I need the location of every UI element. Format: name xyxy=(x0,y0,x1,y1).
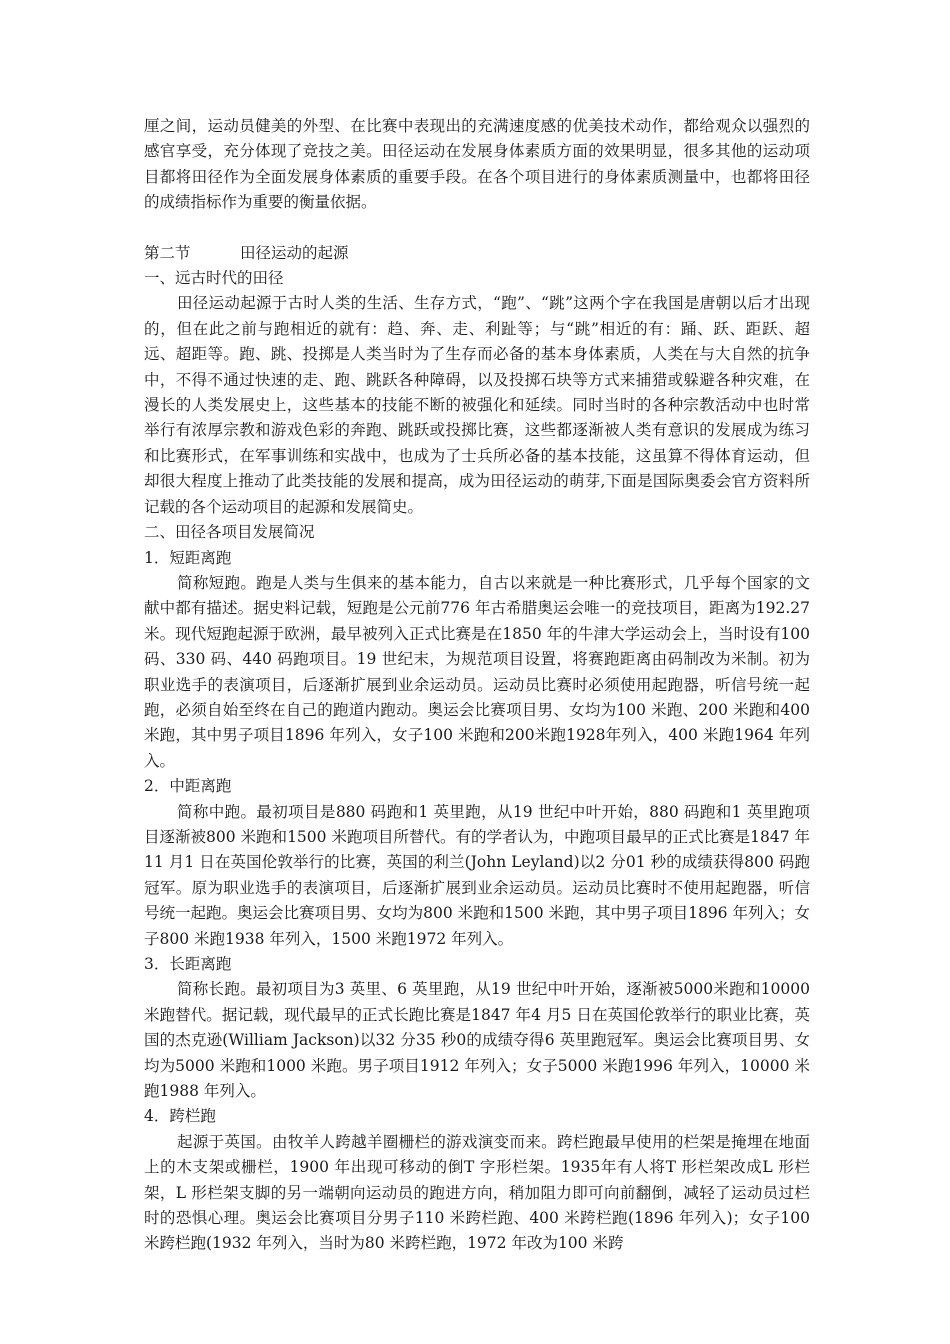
section-name: 田径运动的起源 xyxy=(240,243,349,262)
item-paragraph-sprint: 简称短跑。跑是人类与生俱来的基本能力，自古以来就是一种比赛形式，几乎每个国家的文献中都有描述。据史料记载，短跑是公元前776 年古希腊奥运会唯一的竞技项目，距离为192.27 米。现代短跑起源于欧洲，最早被列入正式比赛是在1850 年的牛津大学运动会上，当时设有100 码、330 码、440 码跑项目。19 世纪末，为规范项目设置，将赛跑距离由码制改为米制。初为职业选手的表演项目，后逐渐扩展到业余运动员。运动员比赛时必须使用起跑器，听信号统一起跑，必须自始至终在自己的跑道内跑动。奥运会比赛项目男、女均为100 米跑、200 米跑和400 米跑，其中男子项目1896 年列入，女子100 米跑和200米跑1928年列入，400 米跑1964 年列入。 xyxy=(144,573,810,770)
item-paragraph-middle-distance: 简称中跑。最初项目是880 码跑和1 英里跑，从19 世纪中叶开始，880 码跑和1 英里跑项目逐渐被800 米跑和1500 米跑项目所替代。有的学者认为，中跑项目最早的正式比赛是1847 年11 月1 日在英国伦敦举行的比赛，英国的利兰(John Leyland)以2 分01 秒的成绩获得800 码跑冠军。原为职业选手的表演项目，后逐渐扩展到业余运动员。运动员比赛时不使用起跑器，听信号统一起跑。奥运会比赛项目男、女均为800 米跑和1500 米跑，其中男子项目1896 年列入；女子800 米跑1938 年列入，1500 米跑1972 年列入。 xyxy=(144,802,810,948)
item-paragraph-long-distance: 简称长跑。最初项目为3 英里、6 英里跑，从19 世纪中叶开始，逐渐被5000米跑和10000 米跑替代。据记载，现代最早的正式长跑比赛是1847 年4 月5 日在英国伦敦举行的职业比赛，英国的杰克逊(William Jackson)以32 分35 秒0的成绩夺得6 英里跑冠军。奥运会比赛项目男、女均为5000 米跑和1000 米跑。男子项目1912 年列入；女子5000 米跑1996 年列入，10000 米跑1988 年列入。 xyxy=(144,980,810,1101)
document-page xyxy=(144,114,810,1257)
part2-heading: 二、田径各项目发展简况 xyxy=(144,523,315,542)
item-paragraph-hurdles: 起源于英国。由牧羊人跨越羊圈栅栏的游戏演变而来。跨栏跑最早使用的栏架是掩埋在地面上的木支架或栅栏，1900 年出现可移动的倒T 字形栏架。1935年有人将T 形栏架改成L 形栏架，L 形栏架支脚的另一端朝向运动员的跑进方向，稍加阻力即可向前翻倒，减轻了运动员过栏时的恐惧心理。奥运会比赛项目分男子110 米跨栏跑、400 米跨栏跑(1896 年列入)；女子100 米跨栏跑(1932 年列入，当时为80 米跨栏跑，1972 年改为100 米跨 xyxy=(144,1132,810,1253)
part1-heading: 一、远古时代的田径 xyxy=(144,269,284,288)
item-heading-long-distance: 3．长距离跑 xyxy=(144,955,232,973)
section-title xyxy=(144,241,810,266)
spacer xyxy=(144,216,810,241)
section-number: 第二节 xyxy=(144,243,191,262)
intro-paragraph: 厘之间，运动员健美的外型、在比赛中表现出的充满速度感的优美技术动作，都给观众以强烈的感官享受，充分体现了竞技之美。田径运动在发展身体素质方面的效果明显，很多其他的运动项目都将田径作为全面发展身体素质的重要手段。在各个项目进行的身体素质测量中，也都将田径的成绩指标作为重要的衡量依据。 xyxy=(144,117,810,212)
part1-paragraph: 田径运动起源于古时人类的生活、生存方式，“跑”、“跳”这两个字在我国是唐朝以后才出现的，但在此之前与跑相近的就有：趋、奔、走、利趾等；与“跳”相近的有：踊、跃、距跃、超远、超距等。跑、跳、投掷是人类当时为了生存而必备的基本身体素质，人类在与大自然的抗争中，不得不通过快速的走、跑、跳跃各种障碍，以及投掷石块等方式来捕猎或躲避各种灾难，在漫长的人类发展史上，这些基本的技能不断的被强化和延续。同时当时的各种宗教活动中也时常举行有浓厚宗教和游戏色彩的奔跑、跳跃或投掷比赛，这些都逐渐被人类有意识的发展成为练习和比赛形式，在军事训练和实战中，也成为了士兵所必备的基本技能，这虽算不得体育运动，但却很大程度上推动了此类技能的发展和提高，成为田径运动的萌芽,下面是国际奥委会官方资料所记载的各个运动项目的起源和发展简史。 xyxy=(144,294,810,516)
item-heading-middle-distance: 2．中距离跑 xyxy=(144,777,232,796)
item-heading-sprint: 1．短距离跑 xyxy=(144,548,232,567)
item-heading-hurdles: 4．跨栏跑 xyxy=(144,1107,216,1126)
